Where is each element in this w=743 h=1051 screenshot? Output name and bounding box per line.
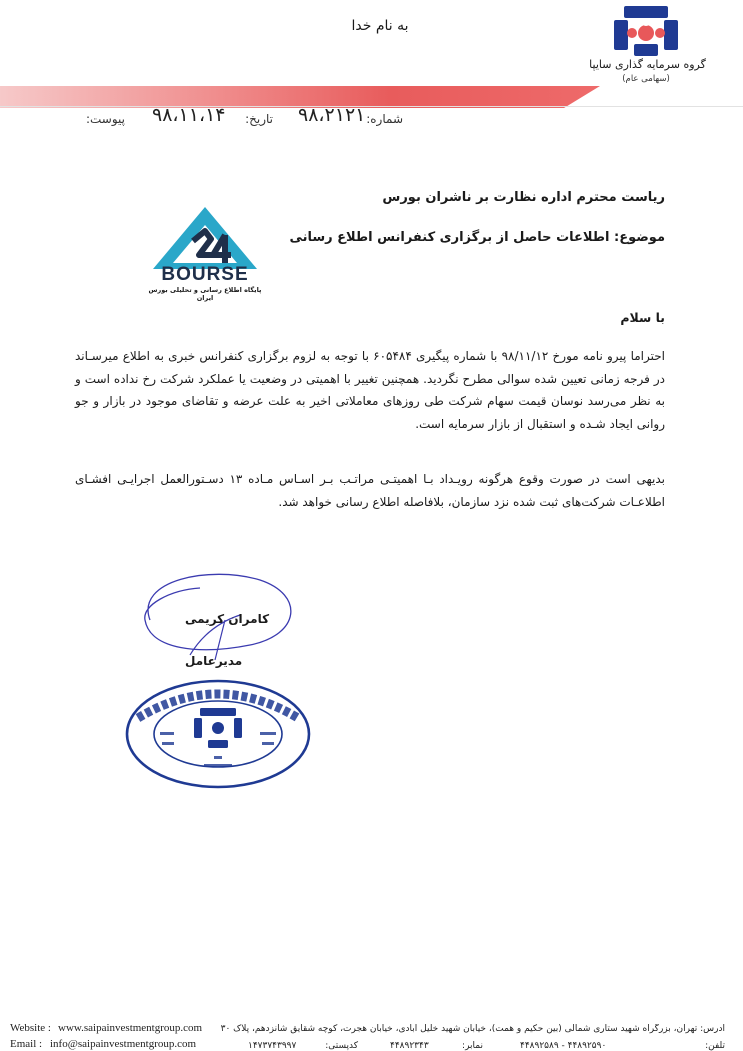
saipa-logo-icon: [612, 4, 680, 58]
footer-address: آدرس: تهران، بزرگراه شهید ستاری شمالی (بین حکیم و همت)، خیابان شهید خلیل آبادی، خیابان هجرت، کوچه شقایق شانزدهم، پلاک ۳۰: [220, 1024, 725, 1034]
fax-value: ۴۴۸۹۲۳۴۳: [390, 1041, 429, 1051]
company-seal: [124, 678, 312, 790]
letter-number: ۹۸،۲۱۲۱: [298, 104, 366, 126]
letter-paragraph-2: بدیهی است در صورت وقوع هرگونه رویـداد بـا اهمیتـی مراتـب بـر اسـاس مـاده ۱۳ دسـتورالعمل اجرایـی افشـای اطلاعـات شرکت‌های ثبت شده نزد سازمان، بلافاصله اطلاع رسانی خواهد شد.: [75, 472, 665, 509]
bismillah-heading: به نام خدا: [351, 18, 409, 34]
date-label: تاریخ:: [245, 112, 273, 126]
website-label: Website :: [10, 1022, 51, 1034]
phone-value: ۴۴۸۹۲۵۸۹ - ۴۴۸۹۲۵۹۰: [520, 1041, 607, 1051]
signatory-name: کامران کریمی: [185, 612, 270, 626]
bourse-wordmark: BOURSE: [161, 264, 249, 285]
letter-date: ۹۸،۱۱،۱۴: [152, 104, 226, 126]
letter-subject: موضوع: اطلاعات حاصل از برگزاری کنفرانس اطلاع رسانی: [289, 230, 665, 245]
company-name: گروه سرمایه گذاری سایپا: [589, 58, 706, 71]
email-address[interactable]: info@saipainvestmentgroup.com: [50, 1038, 197, 1050]
letter-recipient: ریاست محترم اداره نظارت بر ناشران بورس: [382, 190, 665, 205]
postal-label: کدپستی:: [325, 1041, 358, 1051]
letter-paragraph-1: احتراما پیرو نامه مورخ ۹۸/۱۱/۱۲ با شماره پیگیری ۶۰۵۴۸۴ با توجه به لزوم برگزاری کنفرانس خبری به اطلاع میرسـاند در فرجه زمانی تعیین شده سوالی مطرح نگردید. همچنین تغییر با اهمیتی در وضعیت یا عملکرد شرکت رخ نداده است و به نظر می‌رسد نوسان قیمت سهام شرکت طی روزهای معاملاتی اخیر به علت عرضه و تقاضای موجود در بازار و جو روانی ایجاد شـده و استقبال از بازار سرمایه است.: [75, 349, 665, 431]
company-subtitle: (سهامی عام): [622, 74, 670, 84]
email-label: Email :: [10, 1038, 43, 1050]
letter-greeting: با سلام: [620, 310, 665, 325]
attachment-label: پیوست:: [85, 112, 125, 126]
website-url[interactable]: www.saipainvestmentgroup.com: [58, 1022, 203, 1034]
phone-label: تلفن:: [705, 1041, 725, 1051]
number-label: شماره:: [366, 112, 403, 126]
signatory-title: مدیرعامل: [185, 654, 243, 668]
fax-label: نمابر:: [462, 1041, 483, 1051]
bourse-tagline: پایگاه اطلاع رسانی و تحلیلی بورس ایران: [148, 286, 262, 302]
bourse-logo-icon: [145, 205, 265, 271]
header-divider: [0, 106, 743, 107]
postal-code: ۱۴۷۳۷۴۳۹۹۷: [248, 1041, 297, 1051]
